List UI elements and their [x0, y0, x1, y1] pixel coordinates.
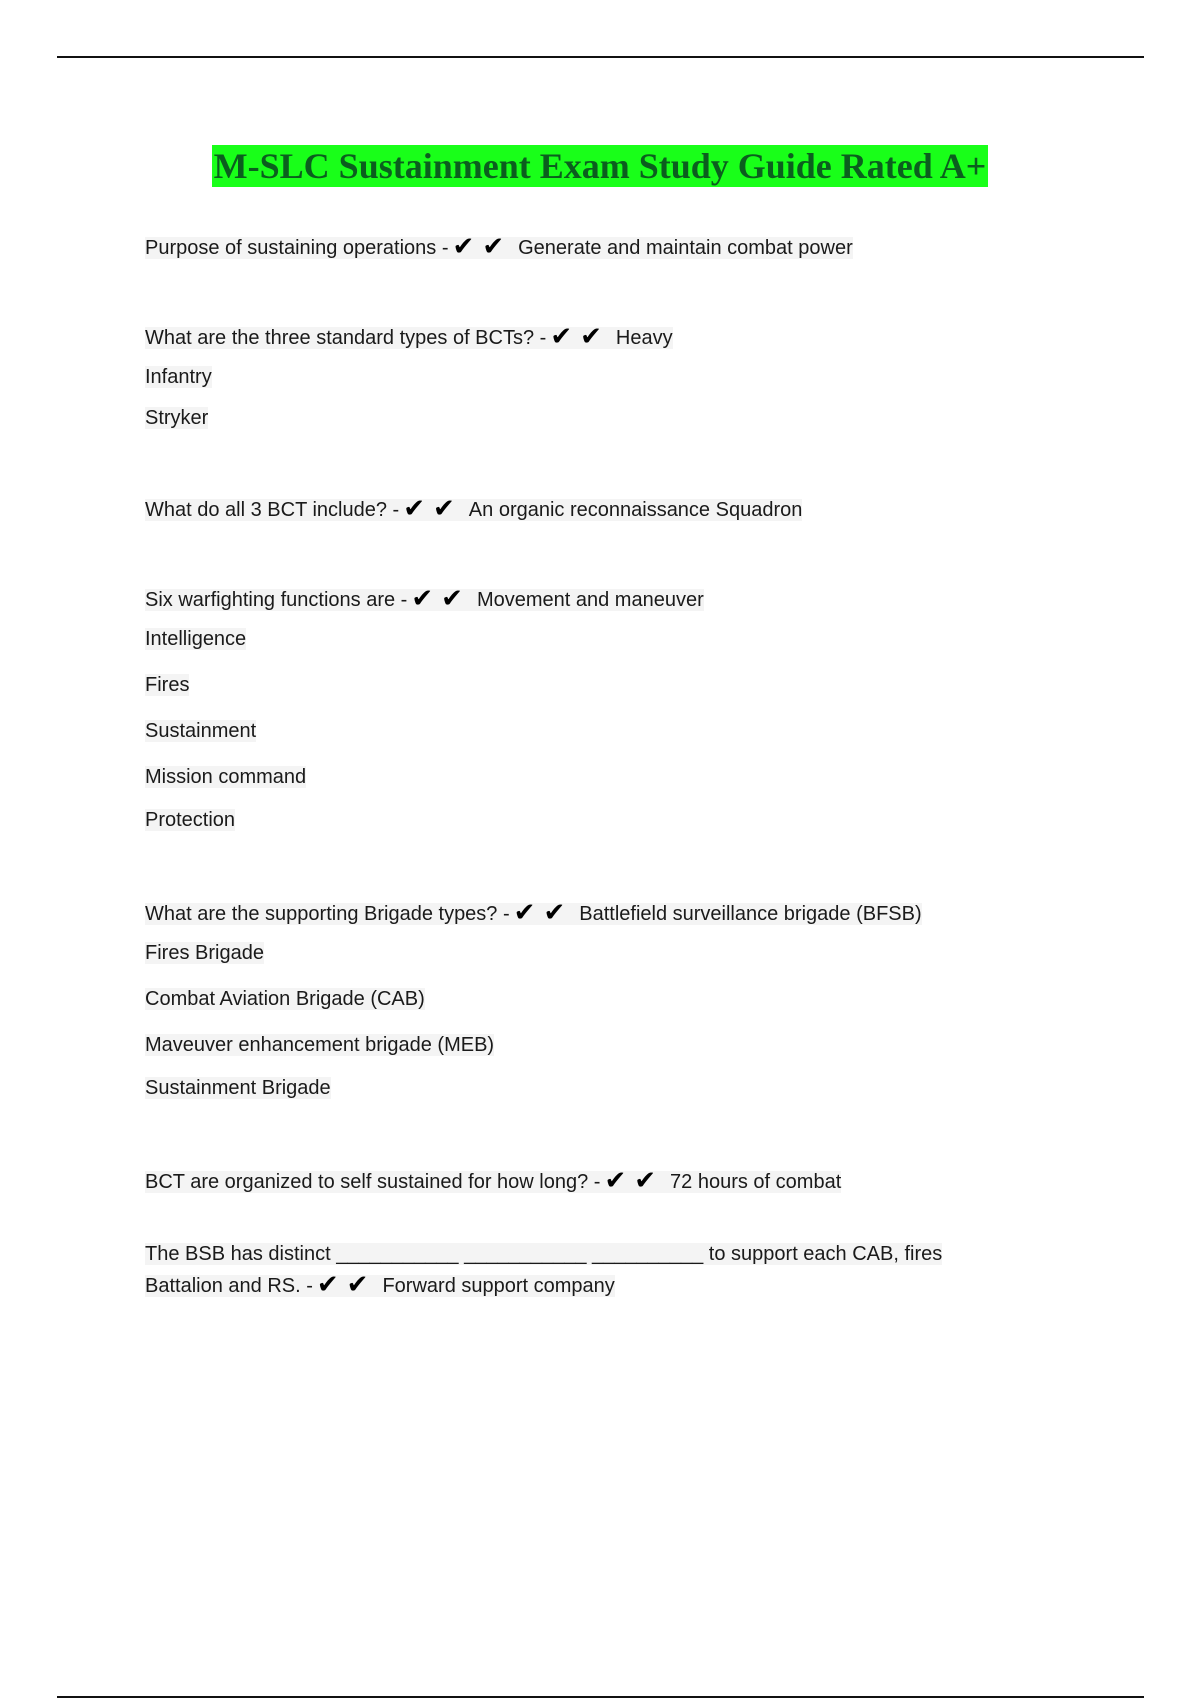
answer-line: Sustainment Brigade: [145, 1077, 331, 1099]
qa-item: [145, 322, 1045, 436]
checkmark-icon: ✔: [403, 494, 425, 524]
checkmark-icon: ✔: [316, 1270, 339, 1300]
answer-line: Stryker: [145, 407, 209, 429]
answer-line: Intelligence: [145, 628, 247, 650]
answer-text: Battlefield surveillance brigade (BFSB): [579, 903, 922, 925]
question-text: Purpose of sustaining operations -: [145, 237, 449, 259]
qa-item: [145, 898, 1045, 1108]
checkmark-icon: ✔: [580, 322, 602, 352]
question-text: What are the three standard types of BCTs? -: [145, 327, 547, 349]
question-text: The BSB has distinct ___________ ___________ __________ to support each CAB, fires: [145, 1243, 943, 1265]
checkmark-icon: ✔: [513, 898, 536, 928]
document-title: M-SLC Sustainment Exam Study Guide Rated A+: [213, 146, 987, 186]
answer-line: Sustainment: [145, 720, 257, 742]
checkmark-icon: ✔: [482, 232, 505, 262]
question-text: Battalion and RS. -: [145, 1275, 313, 1297]
top-rule: [57, 56, 1144, 58]
checkmark-icon: ✔: [433, 494, 455, 524]
answer-line: Protection: [145, 809, 236, 831]
checkmark-icon: ✔: [634, 1166, 657, 1196]
qa-item: [145, 494, 1045, 526]
answer-text: Forward support company: [382, 1275, 615, 1297]
checkmark-icon: ✔: [411, 584, 434, 614]
checkmark-icon: ✔: [543, 898, 566, 928]
title-wrap: [0, 145, 1200, 187]
question-text: BCT are organized to self sustained for how long? -: [145, 1171, 601, 1193]
answer-line: Maveuver enhancement brigade (MEB): [145, 1034, 495, 1056]
question-text: What do all 3 BCT include? -: [145, 499, 400, 521]
answer-line: Combat Aviation Brigade (CAB): [145, 988, 425, 1010]
checkmark-icon: ✔: [604, 1166, 627, 1196]
answer-line: Infantry: [145, 366, 212, 388]
answer-text: Heavy: [615, 327, 673, 349]
bottom-rule: [57, 1696, 1144, 1698]
qa-item: [145, 584, 1045, 840]
answer-line: Mission command: [145, 766, 307, 788]
checkmark-icon: ✔: [441, 584, 463, 614]
answer-text: An organic reconnaissance Squadron: [468, 499, 803, 521]
checkmark-icon: ✔: [550, 322, 573, 352]
answer-line: Fires: [145, 674, 190, 696]
qa-item: [145, 232, 1045, 264]
qa-item: [145, 1166, 1045, 1198]
answer-text: Movement and maneuver: [476, 589, 704, 611]
question-text: Six warfighting functions are -: [145, 589, 408, 611]
qa-item: [145, 1238, 1045, 1302]
checkmark-icon: ✔: [346, 1270, 369, 1300]
answer-text: 72 hours of combat: [670, 1171, 842, 1193]
answer-text: Generate and maintain combat power: [518, 237, 853, 259]
answer-line: Fires Brigade: [145, 942, 264, 964]
document-body: [145, 232, 1045, 1302]
question-text: What are the supporting Brigade types? -: [145, 903, 510, 925]
checkmark-icon: ✔: [452, 232, 475, 262]
